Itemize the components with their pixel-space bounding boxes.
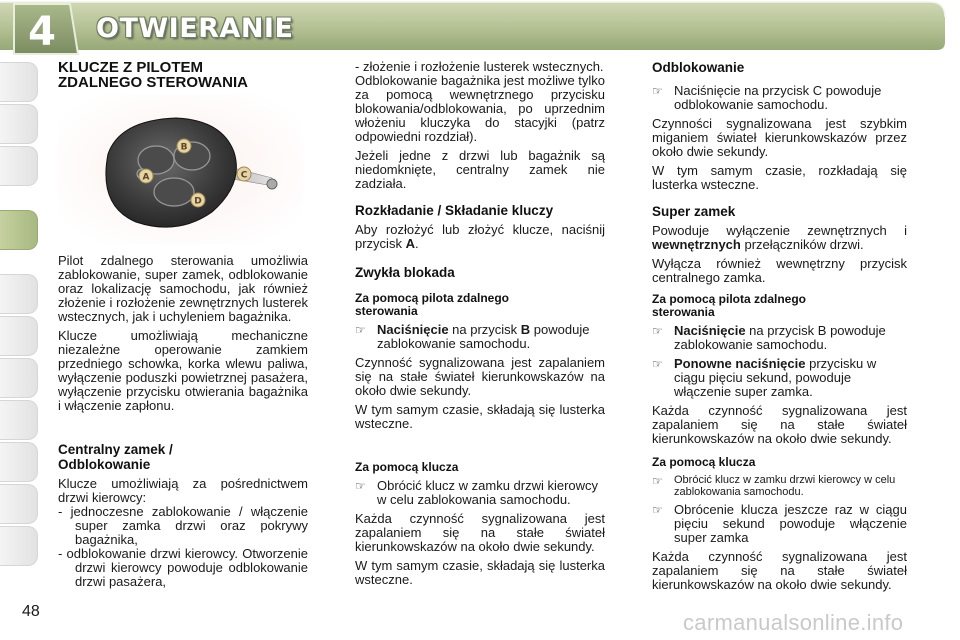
subheading-key: Za pomocą klucza bbox=[652, 455, 756, 469]
heading-line: KLUCZE Z PILOTEM bbox=[58, 59, 203, 76]
text: Naciśnięcie bbox=[377, 322, 449, 337]
paragraph: Klucze umożliwiają za pośrednictwem drzwi kierowcy: bbox=[58, 476, 308, 505]
list-item: - jednoczesne zablokowanie / włączenie super zamka drzwi oraz pokrywy bagażnika, bbox=[58, 504, 308, 547]
bullet-text: Obrócenie klucza jeszcze raz w ciągu pięciu sekund powoduje włączenie super zamka bbox=[674, 502, 907, 545]
heading-line: Za pomocą pilota zdalnego bbox=[355, 291, 510, 305]
column-1 bbox=[58, 60, 308, 90]
section-heading-remote-keys bbox=[58, 60, 308, 90]
key-label-a bbox=[139, 169, 153, 183]
key-letter: A bbox=[405, 236, 415, 251]
text: przycisku w ciągu pięciu sekund, powoduje włączenie super zamka. bbox=[674, 356, 877, 399]
pointing-hand-icon: ☞ bbox=[652, 357, 663, 371]
key-label-d bbox=[191, 193, 205, 207]
text: wewnętrznych bbox=[652, 237, 741, 252]
heading-line: Odblokowanie bbox=[58, 457, 151, 472]
bullet-item bbox=[652, 474, 907, 498]
text: . bbox=[414, 236, 419, 251]
bullet-item bbox=[652, 84, 907, 112]
chapter-tab[interactable] bbox=[0, 274, 38, 314]
header-band bbox=[0, 0, 960, 58]
chapter-tab[interactable] bbox=[0, 62, 38, 102]
column-3 bbox=[652, 60, 907, 592]
text: Powoduje wyłączenie zewnętrznych i bbox=[652, 223, 907, 238]
column-1-text bbox=[58, 254, 308, 589]
key-letter: B bbox=[520, 322, 531, 337]
chapter-tab[interactable] bbox=[0, 146, 38, 186]
chapter-tab[interactable] bbox=[0, 104, 38, 144]
watermark: carmanualsonline.info bbox=[683, 610, 904, 635]
list-item: - złożenie i rozłożenie lusterek wstecznych. bbox=[355, 59, 604, 74]
chapter-tabs bbox=[0, 62, 40, 582]
text: na przycisk bbox=[448, 322, 521, 337]
bullet-text bbox=[377, 323, 605, 351]
paragraph bbox=[652, 224, 907, 252]
bullet-text: Obrócić klucz w zamku drzwi kierowcy w celu zablokowania samochodu. bbox=[377, 478, 599, 507]
svg-text:C: C bbox=[240, 170, 248, 181]
pointing-hand-icon: ☞ bbox=[652, 474, 663, 488]
pointing-hand-icon: ☞ bbox=[652, 324, 663, 338]
pointing-hand-icon: ☞ bbox=[355, 479, 366, 493]
list-item: - odblokowanie drzwi kierowcy. Otworzenie drzwi kierowcy powoduje odblokowanie drzwi pasażera, bbox=[58, 546, 308, 589]
bullet-text bbox=[674, 324, 907, 352]
svg-text:B: B bbox=[180, 142, 188, 153]
paragraph: Każda czynność sygnalizowana jest zapalaniem się na stałe świateł kierunkowskazów na około dwie sekundy. bbox=[355, 511, 605, 554]
svg-text:A: A bbox=[142, 172, 150, 183]
chapter-tab[interactable] bbox=[0, 442, 38, 482]
chapter-tab[interactable] bbox=[0, 358, 38, 398]
pointing-hand-icon: ☞ bbox=[355, 323, 366, 337]
page-number: 48 bbox=[22, 603, 40, 620]
heading-line: Centralny zamek / bbox=[58, 442, 173, 457]
paragraph: W tym samym czasie, rozkładają się lusterka wsteczne. bbox=[652, 163, 907, 192]
chapter-tab[interactable] bbox=[0, 484, 38, 524]
paragraph: Odblokowanie bagażnika jest możliwe tylko za pomocą wewnętrznego przycisku blokowania/odblokowania, po uprzednim włożeniu kluczyka do stacyjki (patrz odpowiedni rozdział). bbox=[355, 73, 606, 144]
text: Naciśnięcie bbox=[674, 323, 746, 338]
text: przełączników drzwi. bbox=[740, 237, 864, 252]
subheading-key: Za pomocą klucza bbox=[355, 460, 459, 474]
bullet-item bbox=[652, 324, 907, 352]
paragraph: W tym samym czasie, składają się lusterka wsteczne. bbox=[355, 402, 605, 431]
text: Ponowne naciśnięcie bbox=[674, 356, 806, 371]
chapter-tab[interactable] bbox=[0, 316, 38, 356]
text: Aby rozłożyć lub złożyć klucze, naciśnij przycisk bbox=[355, 222, 605, 251]
bullet-text: Naciśnięcie na przycisk C powoduje odblokowanie samochodu. bbox=[674, 83, 882, 112]
section-heading-fold: Rozkładanie / Składanie kluczy bbox=[355, 203, 554, 218]
pointing-hand-icon: ☞ bbox=[652, 503, 663, 517]
chapter-tab[interactable] bbox=[0, 526, 38, 566]
key-label-b bbox=[177, 139, 191, 153]
heading-line: Za pomocą pilota zdalnego bbox=[652, 292, 807, 306]
chapter-title: OTWIERANIE bbox=[96, 13, 294, 44]
bullet-text bbox=[674, 357, 907, 399]
section-heading-super-lock: Super zamek bbox=[652, 204, 736, 219]
section-heading-lock: Zwykła blokada bbox=[355, 265, 455, 280]
bullet-text: Obrócić klucz w zamku drzwi kierowcy w celu zablokowania samochodu. bbox=[674, 474, 896, 498]
paragraph: Wyłącza również wewnętrzny przycisk centralnego zamka. bbox=[652, 256, 907, 285]
column-2 bbox=[355, 60, 605, 587]
chapter-tab-active[interactable] bbox=[0, 210, 38, 250]
key-label-c bbox=[237, 167, 251, 181]
pointing-hand-icon: ☞ bbox=[652, 84, 663, 98]
bullet-item bbox=[652, 503, 907, 545]
subheading-remote bbox=[652, 293, 907, 319]
paragraph: Każda czynność sygnalizowana jest zapalaniem się na stałe świateł kierunkowskazów na około dwie sekundy. bbox=[652, 403, 907, 446]
paragraph: Klucze umożliwiają mechaniczne niezależne operowanie zamkiem przedniego schowka, korka wlewu paliwa, wyłączenie poduszki powietrznej pasażera, wyłączenie przycisku otwierania bagażnika i włączenie zapłonu. bbox=[58, 328, 308, 413]
heading-line: sterowania bbox=[652, 305, 715, 319]
bullet-item bbox=[355, 479, 605, 507]
section-heading-unlock: Odblokowanie bbox=[652, 60, 745, 75]
paragraph bbox=[355, 223, 605, 251]
text: powoduje zablokowanie samochodu. bbox=[377, 322, 590, 351]
paragraph: Jeżeli jedne z drzwi lub bagażnik są niedomknięte, centralny zamek nie zadziała. bbox=[355, 148, 605, 191]
paragraph: Każda czynność sygnalizowana jest zapalaniem się na stałe świateł kierunkowskazów na około dwie sekundy. bbox=[652, 549, 907, 592]
key-button-labels bbox=[58, 94, 303, 244]
bullet-item bbox=[355, 323, 605, 351]
paragraph: Pilot zdalnego sterowania umożliwia zablokowanie, super zamek, odblokowanie oraz lokalizację samochodu, jak również złożenie i rozłożenie zewnętrznych lusterek wstecznych, jak i uchyleniem bagażnika. bbox=[58, 253, 308, 324]
heading-line: ZDALNEGO STEROWANIA bbox=[58, 74, 248, 91]
svg-text:D: D bbox=[194, 196, 202, 207]
bullet-item bbox=[652, 357, 907, 399]
paragraph: Czynności sygnalizowana jest szybkim miganiem świateł kierunkowskazów przez około dwie sekundy. bbox=[652, 116, 907, 159]
paragraph: W tym samym czasie, składają się lusterka wsteczne. bbox=[355, 558, 605, 587]
remote-key-illustration bbox=[58, 94, 303, 244]
paragraph: Czynność sygnalizowana jest zapalaniem się na stałe świateł kierunkowskazów na około dwie sekundy. bbox=[355, 355, 605, 398]
heading-line: sterowania bbox=[355, 304, 418, 318]
text: na przycisk B powoduje zablokowanie samochodu. bbox=[674, 323, 886, 352]
section-heading-central-lock bbox=[58, 442, 308, 472]
chapter-number: 4 bbox=[28, 9, 56, 55]
chapter-tab[interactable] bbox=[0, 400, 38, 440]
subheading-remote bbox=[355, 292, 605, 318]
